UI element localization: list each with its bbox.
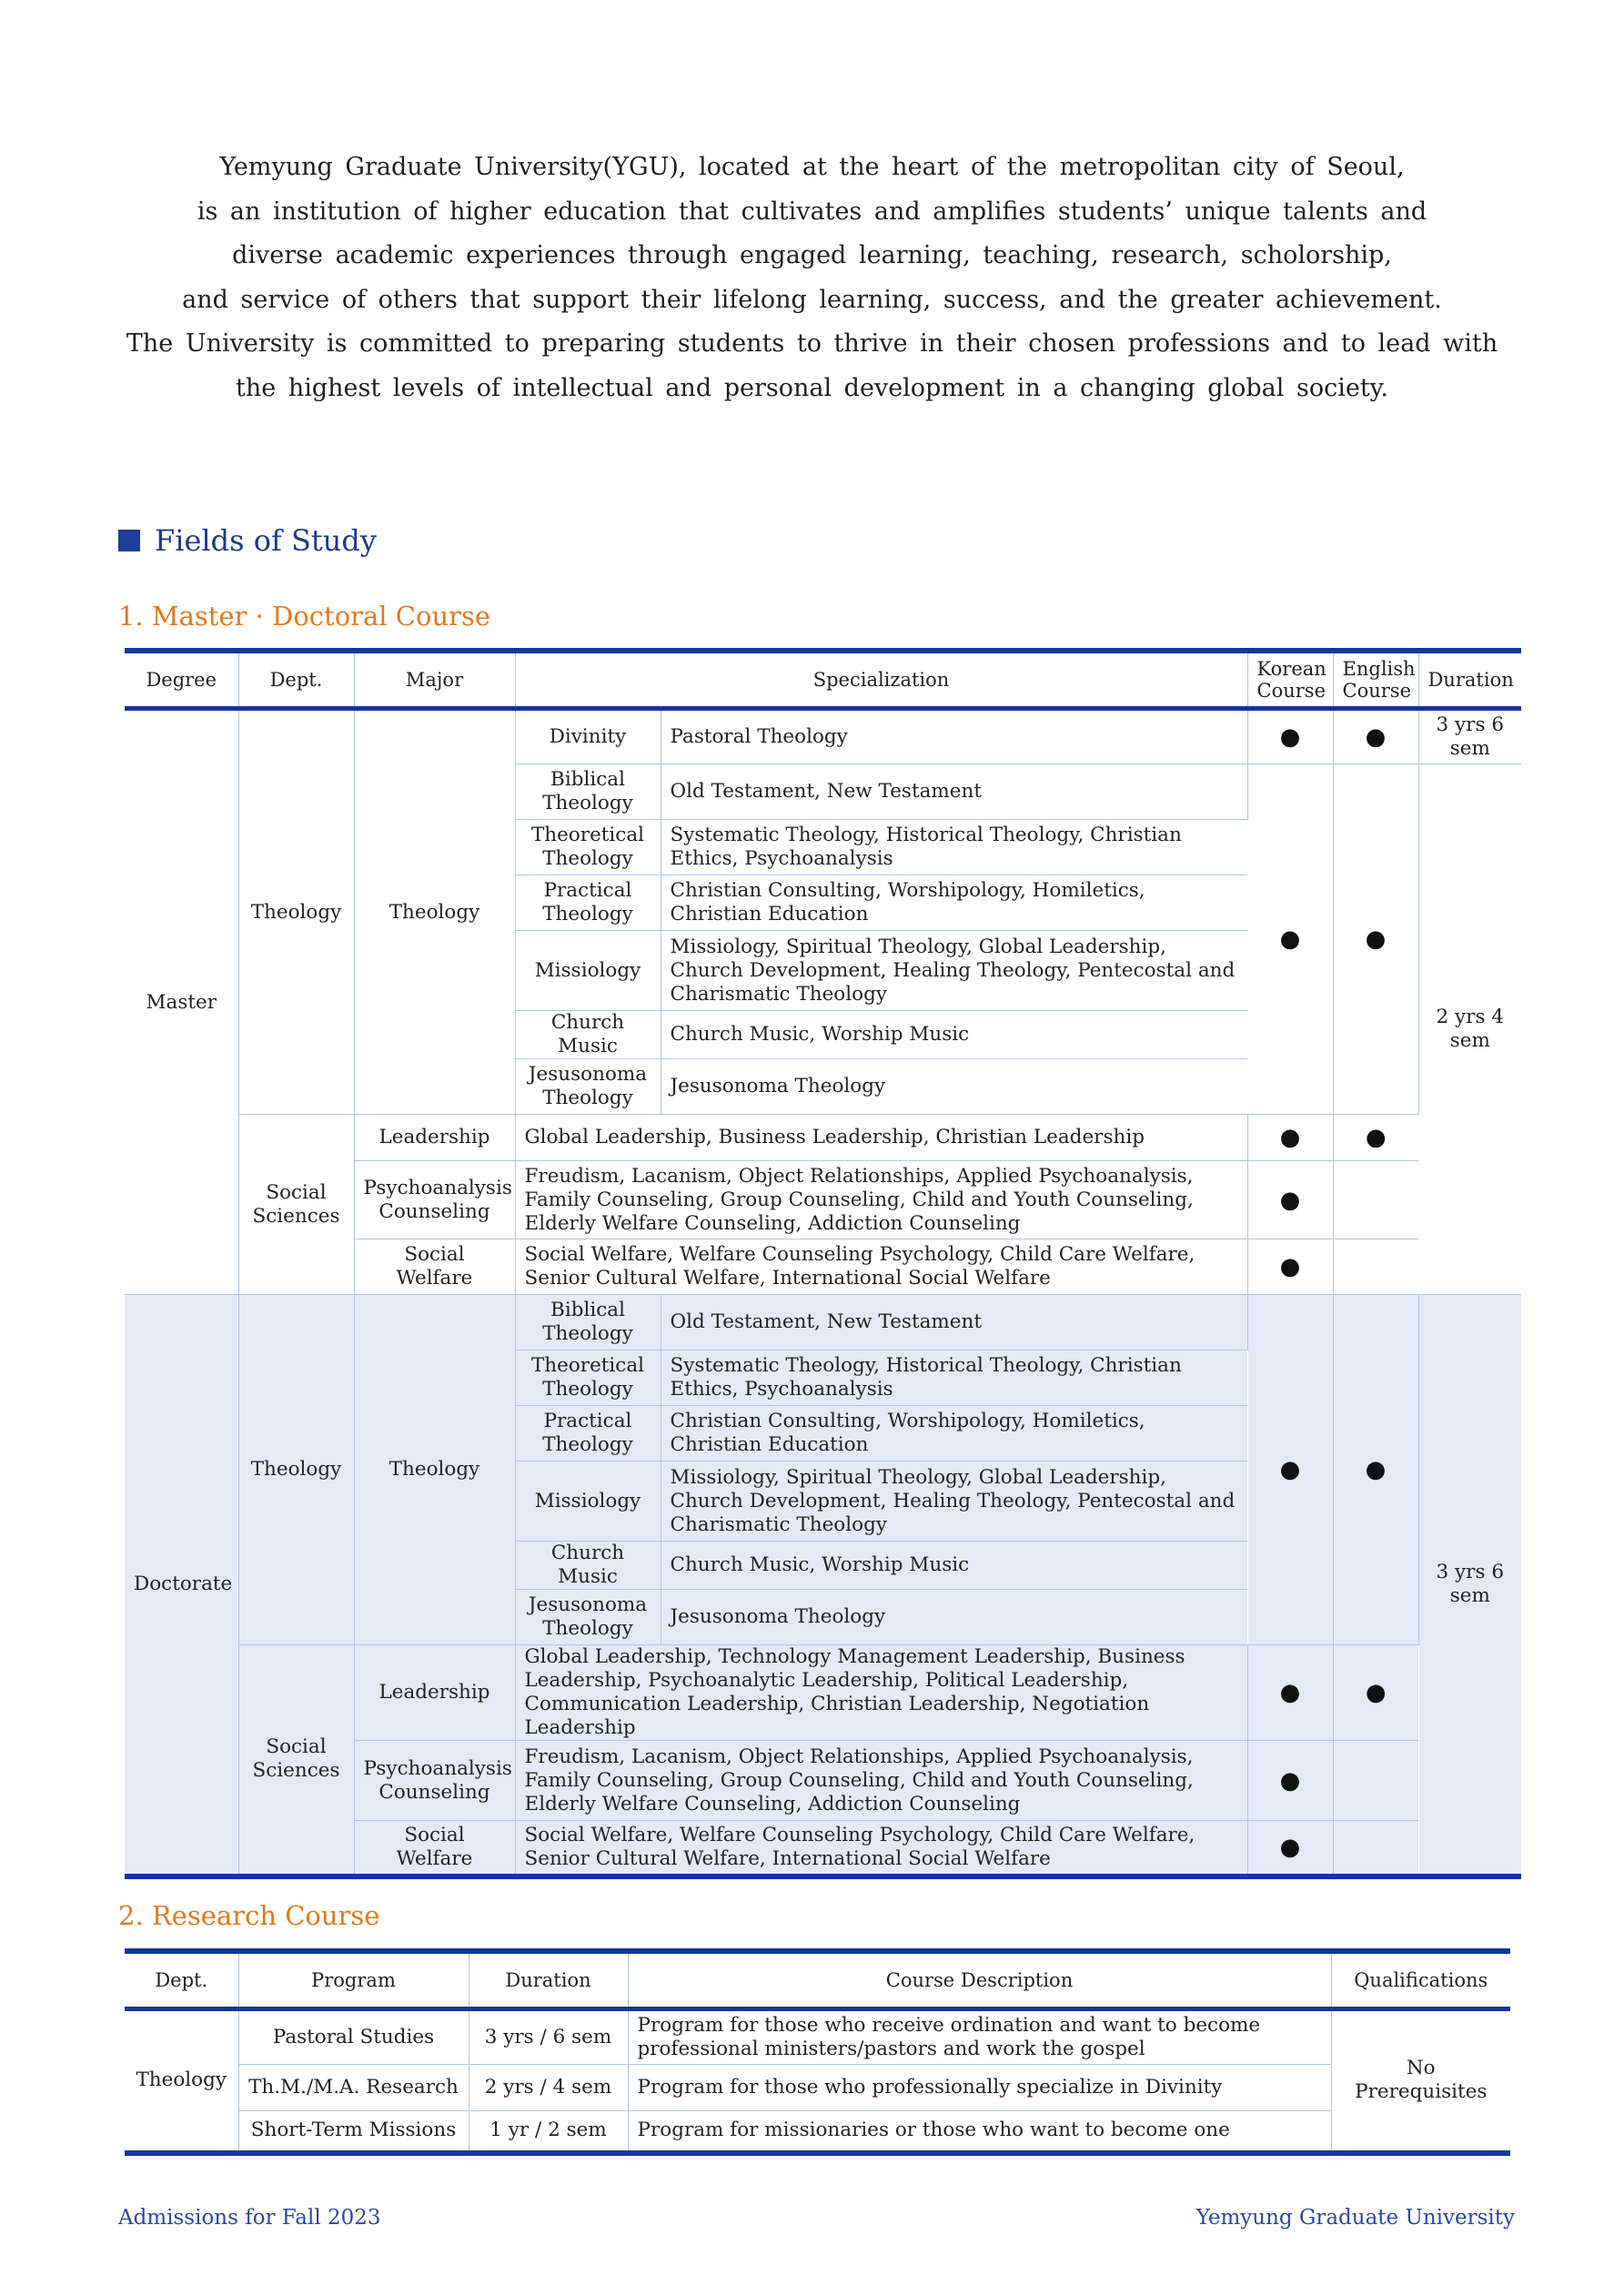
header-degree: Degree (125, 651, 238, 709)
course-desc: Program for missionaries or those who want to become one (628, 2111, 1331, 2153)
spec-cell: Church Music (515, 1011, 661, 1059)
major-cell: Theology (354, 1295, 515, 1645)
major-cell: Leadership (354, 1115, 515, 1161)
spec-desc: Jesusonoma Theology (661, 1059, 1247, 1115)
program-cell: Th.M./M.A. Research (238, 2065, 469, 2111)
table-header-row (125, 1951, 1510, 2009)
header-korean-course: Korean Course (1247, 651, 1333, 709)
empty-cell (1333, 1239, 1418, 1295)
spec-cell: Divinity (515, 709, 661, 764)
dept-cell: Social Sciences (238, 1115, 354, 1295)
english-dot-icon: ● (1333, 1115, 1418, 1161)
section-2-title: 2. Research Course (118, 1900, 380, 1931)
spec-cell: Jesusonoma Theology (515, 1059, 661, 1115)
empty-cell (1333, 1821, 1418, 1876)
spec-desc: Systematic Theology, Historical Theology, Christian Ethics, Psychoanalysis (661, 820, 1247, 875)
fields-of-study-heading (118, 523, 377, 558)
intro-paragraph (118, 146, 1506, 410)
korean-dot-icon: ● (1247, 1645, 1333, 1741)
spec-cell: Missiology (515, 1462, 661, 1542)
duration-cell: 2 yrs 4 sem (1418, 764, 1521, 1295)
intro-line: The University is committed to preparing students to thrive in their chosen professions and to lead with (126, 329, 1498, 358)
spec-desc: Christian Consulting, Worshipology, Homiletics, Christian Education (661, 875, 1247, 931)
spec-desc: Social Welfare, Welfare Counseling Psychology, Child Care Welfare, Senior Cultural Welfare, International Social Welfare (515, 1239, 1247, 1295)
header-major: Major (354, 651, 515, 709)
spec-desc: Old Testament, New Testament (661, 764, 1247, 820)
major-cell: Psychoanalysis Counseling (354, 1161, 515, 1239)
table-row (125, 709, 1521, 764)
korean-dot-icon: ● (1247, 1239, 1333, 1295)
english-dot-icon: ● (1333, 1645, 1418, 1741)
spec-desc: Global Leadership, Business Leadership, Christian Leadership (515, 1115, 1247, 1161)
degree-master: Master (125, 709, 238, 1295)
qualification-cell: No Prerequisites (1331, 2009, 1510, 2153)
spec-desc: Pastoral Theology (661, 709, 1247, 764)
spec-cell: Practical Theology (515, 875, 661, 931)
empty-cell (1333, 1741, 1418, 1821)
spec-desc: Missiology, Spiritual Theology, Global Leadership, Church Development, Healing Theology, Pentecostal and Charismatic Theology (661, 931, 1247, 1011)
degree-doctorate: Doctorate (125, 1295, 238, 1876)
duration-cell: 1 yr / 2 sem (469, 2111, 628, 2153)
header-dept: Dept. (238, 651, 354, 709)
spec-desc: Systematic Theology, Historical Theology, Christian Ethics, Psychoanalysis (661, 1350, 1247, 1406)
dept-cell: Theology (238, 709, 354, 1115)
table-row (125, 2111, 1510, 2153)
spec-cell: Practical Theology (515, 1406, 661, 1462)
spec-desc: Freudism, Lacanism, Object Relationships, Applied Psychoanalysis, Family Counseling, Group Counseling, Child and Youth Counseling, Elderly Welfare Counseling, Addiction Counseling (515, 1741, 1247, 1821)
duration-cell: 3 yrs 6 sem (1418, 709, 1521, 764)
spec-cell: Theoretical Theology (515, 820, 661, 875)
major-cell: Psychoanalysis Counseling (354, 1741, 515, 1821)
table-row (125, 2065, 1510, 2111)
intro-line: Yemyung Graduate University(YGU), located at the heart of the metropolitan city of Seoul, (219, 153, 1405, 181)
header-duration: Duration (469, 1951, 628, 2009)
table-row (125, 1645, 1521, 1741)
korean-dot-icon: ● (1247, 709, 1333, 764)
spec-desc: Missiology, Spiritual Theology, Global Leadership, Church Development, Healing Theology, Pentecostal and Charismatic Theology (661, 1462, 1247, 1542)
fields-of-study-title: Fields of Study (155, 523, 377, 558)
table-row (125, 2009, 1510, 2065)
header-specialization: Specialization (515, 651, 1247, 709)
course-desc: Program for those who receive ordination and want to become professional ministers/pastors and work the gospel (628, 2009, 1331, 2065)
header-english-course: English Course (1333, 651, 1418, 709)
intro-line: is an institution of higher education that cultivates and amplifies students’ unique talents and (197, 197, 1427, 226)
footer-left: Admissions for Fall 2023 (118, 2206, 381, 2230)
table-row (125, 1295, 1521, 1350)
korean-dot-icon: ● (1247, 1295, 1333, 1645)
course-desc: Program for those who professionally specialize in Divinity (628, 2065, 1331, 2111)
spec-desc: Freudism, Lacanism, Object Relationships, Applied Psychoanalysis, Family Counseling, Group Counseling, Child and Youth Counseling, Elderly Welfare Counseling, Addiction Counseling (515, 1161, 1247, 1239)
spec-cell: Jesusonoma Theology (515, 1590, 661, 1645)
dept-cell: Theology (238, 1295, 354, 1645)
korean-dot-icon: ● (1247, 1821, 1333, 1876)
major-cell: Social Welfare (354, 1821, 515, 1876)
section-1-title: 1. Master · Doctoral Course (118, 601, 491, 632)
dept-cell: Theology (125, 2009, 238, 2153)
korean-dot-icon: ● (1247, 1115, 1333, 1161)
english-dot-icon: ● (1333, 764, 1418, 1115)
spec-cell: Biblical Theology (515, 1295, 661, 1350)
major-cell: Theology (354, 709, 515, 1115)
spec-cell: Theoretical Theology (515, 1350, 661, 1406)
english-dot-icon: ● (1333, 709, 1418, 764)
spec-desc: Church Music, Worship Music (661, 1542, 1247, 1590)
header-qualifications: Qualifications (1331, 1951, 1510, 2009)
footer-right: Yemyung Graduate University (1195, 2206, 1515, 2230)
spec-cell: Biblical Theology (515, 764, 661, 820)
master-doctoral-table (125, 648, 1521, 1879)
header-duration: Duration (1418, 651, 1521, 709)
spec-cell: Church Music (515, 1542, 661, 1590)
table-header-row (125, 651, 1521, 709)
header-course-description: Course Description (628, 1951, 1331, 2009)
spec-desc: Old Testament, New Testament (661, 1295, 1247, 1350)
spec-cell: Missiology (515, 931, 661, 1011)
korean-dot-icon: ● (1247, 1161, 1333, 1239)
empty-cell (1333, 1161, 1418, 1239)
spec-desc: Church Music, Worship Music (661, 1011, 1247, 1059)
program-cell: Short-Term Missions (238, 2111, 469, 2153)
duration-cell: 3 yrs 6 sem (1418, 1295, 1521, 1876)
korean-dot-icon: ● (1247, 764, 1333, 1115)
major-cell: Leadership (354, 1645, 515, 1741)
spec-desc: Social Welfare, Welfare Counseling Psychology, Child Care Welfare, Senior Cultural Welfare, International Social Welfare (515, 1821, 1247, 1876)
spec-desc: Christian Consulting, Worshipology, Homiletics, Christian Education (661, 1406, 1247, 1462)
korean-dot-icon: ● (1247, 1741, 1333, 1821)
square-bullet-icon (118, 530, 140, 551)
dept-cell: Social Sciences (238, 1645, 354, 1876)
program-cell: Pastoral Studies (238, 2009, 469, 2065)
spec-desc: Jesusonoma Theology (661, 1590, 1247, 1645)
major-cell: Social Welfare (354, 1239, 515, 1295)
intro-line: diverse academic experiences through engaged learning, teaching, research, scholorship, (232, 241, 1392, 269)
header-program: Program (238, 1951, 469, 2009)
research-course-table (125, 1948, 1510, 2156)
spec-desc: Global Leadership, Technology Management Leadership, Business Leadership, Psychoanalytic Leadership, Political Leadership, Communication Leadership, Christian Leadership, Negotiation Leadership (515, 1645, 1247, 1741)
table-row (125, 1115, 1521, 1161)
duration-cell: 3 yrs / 6 sem (469, 2009, 628, 2065)
duration-cell: 2 yrs / 4 sem (469, 2065, 628, 2111)
intro-line: the highest levels of intellectual and personal development in a changing global society. (236, 373, 1388, 402)
intro-line: and service of others that support their lifelong learning, success, and the greater achievement. (182, 285, 1442, 314)
header-dept: Dept. (125, 1951, 238, 2009)
english-dot-icon: ● (1333, 1295, 1418, 1645)
